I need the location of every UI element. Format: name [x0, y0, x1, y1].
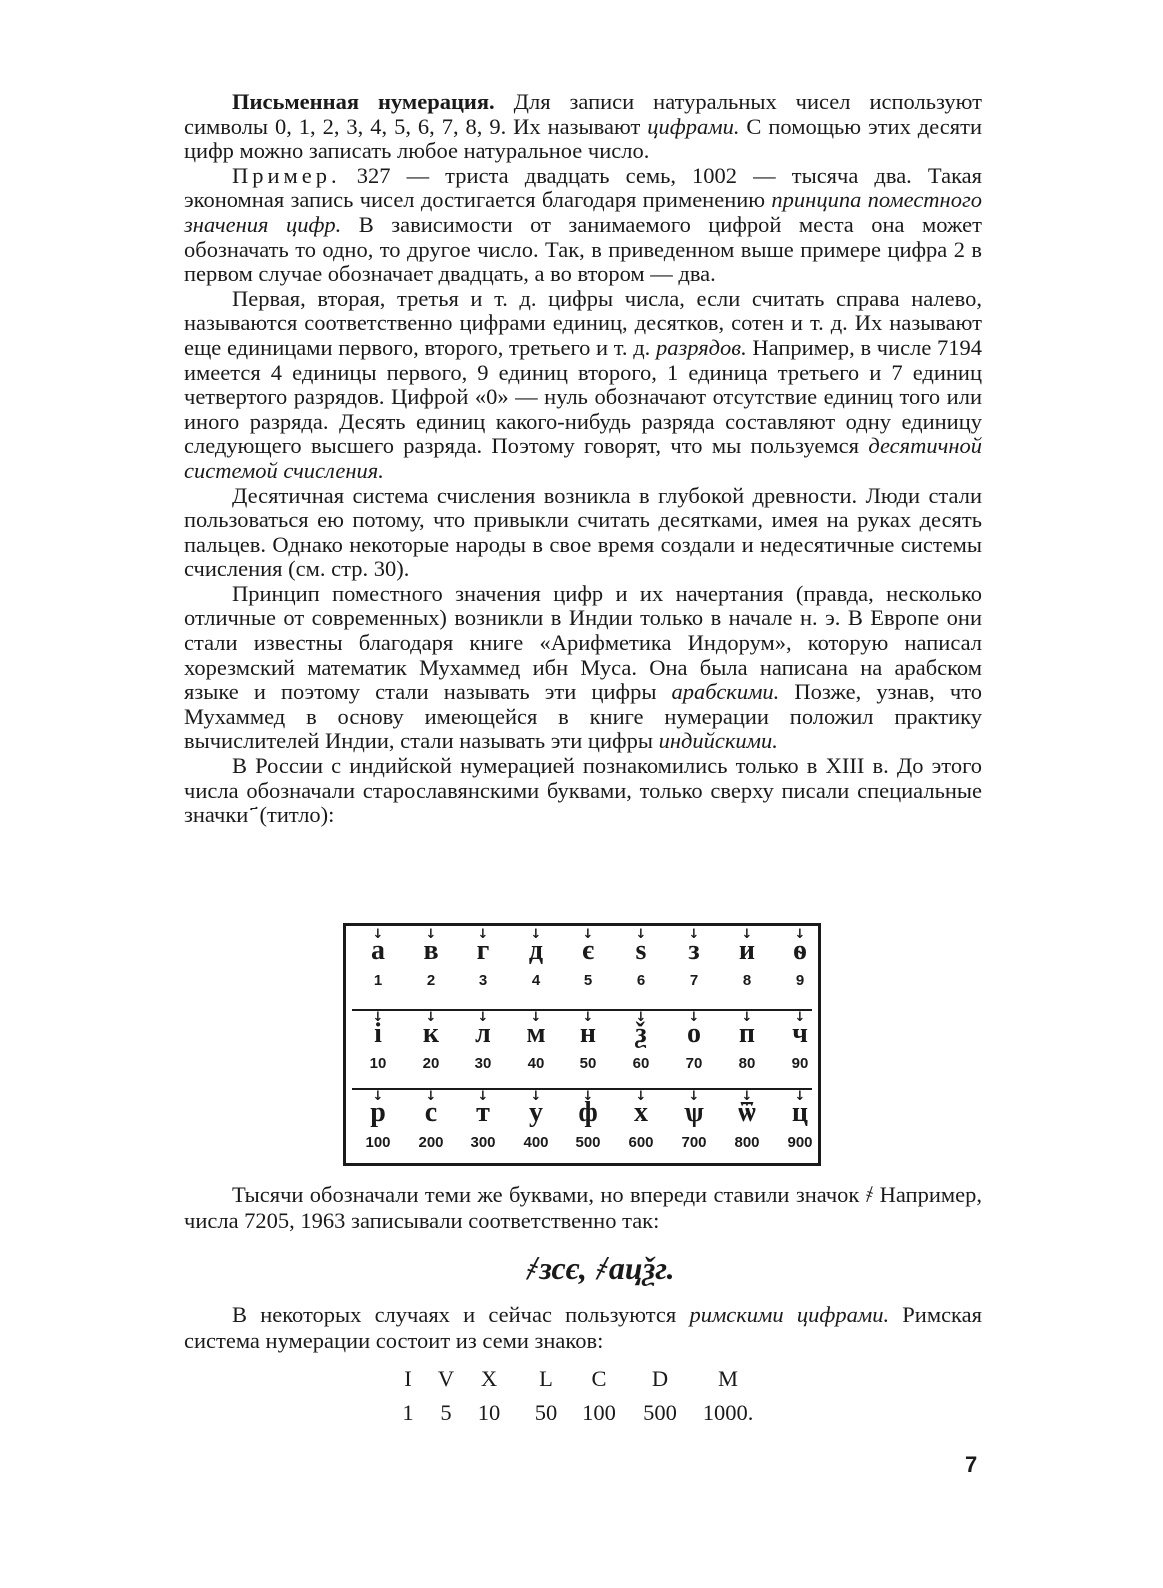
numeral-cell — [457, 1011, 509, 1073]
numeral-value: 8 — [742, 972, 752, 989]
numeral-value: 80 — [738, 1055, 756, 1072]
numeral-cell — [562, 928, 614, 990]
paragraph-6-run-0: В России с индийской нумерацией познакомились только в XIII в. До этого числа обозначали старославянскими буквами, только сверху писали специальные значки ҃ (титло): — [184, 753, 982, 828]
numeral-value: 800 — [734, 1134, 760, 1151]
numeral-cell — [405, 928, 457, 990]
numeral-letter: ↓ ц — [774, 1098, 826, 1128]
numeral-cell — [774, 1011, 826, 1073]
numeral-value: 4 — [531, 972, 541, 989]
paragraph-2 — [184, 164, 982, 287]
numeral-letter: ↓ в — [405, 936, 457, 966]
numeral-letter: ↓ ѯ — [615, 1019, 667, 1049]
numeral-cell — [721, 928, 773, 990]
paragraph-5-run-0: Принцип поместного значения цифр и их начертания (правда, несколько отличные от современных) возникли в Индии только в начале н. э. В Европе они стали известны благодаря книге «Арифметика Индорум», которую написал хорезмский математик Мухаммед ибн Муса. Она была написана на арабском языке и поэтому стали называть эти цифры — [184, 580, 982, 705]
paragraph-2-run-3: В зависимости от занимаемого цифрой места она может обозначать то одно, то другое число. Так, в приведенном выше примере цифра 2 в первом случае обозначает двадцать, а во втором — два. — [184, 211, 982, 287]
paragraph-1-run-2: цифрами. — [647, 113, 740, 139]
numeral-cell — [774, 928, 826, 990]
numeral-cell — [774, 1090, 826, 1152]
numeral-letter: ↓ ѿ — [721, 1098, 773, 1128]
paragraph-3-run-2: Например, в числе 7194 имеется 4 единицы первого, 9 единиц второго, 1 единица третьего и 7 единиц четвертого разрядов. Цифрой «0» — нуль обозначают отсутствие единиц того или иного разряда. Десять единиц какого-нибудь разряда составляют одну единицу следующего высшего разряда. Поэтому говорят, что мы пользуемся — [184, 334, 982, 459]
roman-letter: D — [651, 1366, 669, 1391]
numeral-cell — [510, 1090, 562, 1152]
numeral-letter: ↓ ф — [562, 1098, 614, 1128]
paragraph-5-run-3: индийскими. — [658, 728, 778, 754]
numeral-value: 900 — [787, 1134, 813, 1151]
roman-intro-run-2: Римская система нумерации состоит из семи знаков: — [184, 1302, 982, 1353]
paragraph-3-run-0: Первая, вторая, третья и т. д. цифры числа, если считать справа налево, называются соответственно цифрами единиц, десятков, сотен и т. д. Их называют еще единицами первого, второго, третьего и т. д. — [184, 285, 982, 360]
numeral-cell — [615, 1090, 667, 1152]
page-number: 7 — [965, 1452, 978, 1477]
paragraph-1-run-0: Письменная нумерация. — [232, 89, 495, 114]
roman-value: 1000. — [702, 1400, 754, 1425]
numeral-cell — [352, 1090, 404, 1152]
numeral-value: 30 — [474, 1055, 492, 1072]
numeral-cell — [668, 1011, 720, 1073]
numeral-letter: ↓ ѳ — [774, 936, 826, 966]
numeral-cell — [457, 928, 509, 990]
numeral-cell — [405, 1011, 457, 1073]
numeral-cell — [405, 1090, 457, 1152]
numeral-value: 60 — [632, 1055, 650, 1072]
numeral-value: 2 — [426, 972, 436, 989]
old-numbers-example: ҂зсє, ҂ацѯг. — [525, 1250, 675, 1286]
numeral-letter: ↓ и — [721, 936, 773, 966]
numeral-cell — [352, 928, 404, 990]
thousands-note — [184, 1182, 982, 1234]
numeral-cell — [615, 928, 667, 990]
roman-letter: L — [539, 1366, 553, 1391]
numeral-cell — [721, 1090, 773, 1152]
numeral-cell — [668, 928, 720, 990]
paragraph-4-run-0: Десятичная система счисления возникла в глубокой древности. Люди стали пользоваться ею потому, что привыкли считать десятками, имея на руках десять пальцев. Однако некоторые народы в свое время создали и недесятичные системы счисления (см. стр. 30). — [184, 482, 982, 582]
numeral-cell — [457, 1090, 509, 1152]
paragraph-1 — [184, 90, 982, 164]
roman-letters-row — [388, 1364, 788, 1394]
roman-value: 1 — [402, 1400, 414, 1425]
numeral-cell — [510, 928, 562, 990]
roman-intro-run-1: римскими цифрами. — [689, 1302, 890, 1327]
numeral-value: 500 — [575, 1134, 601, 1151]
numeral-letter: ↓ і — [352, 1019, 404, 1049]
numeral-letter: ↓ у — [510, 1098, 562, 1128]
numeral-value: 3 — [478, 972, 488, 989]
numeral-letter: ↓ н — [562, 1019, 614, 1049]
numeral-row-2 — [352, 1009, 812, 1087]
numeral-value: 70 — [685, 1055, 703, 1072]
numeral-cell — [562, 1090, 614, 1152]
paragraph-5-run-1: арабскими. — [671, 679, 780, 705]
paragraph-3 — [184, 287, 982, 484]
numeral-letter: ↓ к — [405, 1019, 457, 1049]
numeral-value: 200 — [418, 1134, 444, 1151]
old-slavonic-numerals-table — [343, 923, 821, 1166]
numeral-letter: ↓ ѕ — [615, 936, 667, 966]
numeral-letter: ↓ д — [510, 936, 562, 966]
roman-letter: X — [480, 1366, 498, 1391]
numeral-row-3 — [352, 1088, 812, 1166]
numeral-cell — [668, 1090, 720, 1152]
paragraph-1-run-1: Для записи натуральных чисел используют символы 0, 1, 2, 3, 4, 5, 6, 7, 8, 9. Их называют — [184, 89, 982, 139]
thousands-paragraph: Тысячи обозначали теми же буквами, но впереди ставили значок ҂ Например, числа 7205, 1963 записывали соответственно так: — [184, 1182, 982, 1233]
numeral-value: 1 — [373, 972, 383, 989]
paragraph-2-run-2: принципа поместного значения цифр. — [184, 187, 982, 237]
numeral-value: 100 — [365, 1134, 391, 1151]
numeral-value: 6 — [636, 972, 646, 989]
page-body — [184, 90, 982, 828]
roman-letter: V — [437, 1366, 455, 1391]
roman-values-row — [388, 1398, 788, 1428]
numeral-letter: ↓ ѱ — [668, 1098, 720, 1128]
numeral-row-1 — [352, 928, 812, 1004]
numeral-letter: ↓ а — [352, 936, 404, 966]
numeral-letter: ↓ х — [615, 1098, 667, 1128]
roman-letter: C — [591, 1366, 607, 1391]
numeral-value: 20 — [422, 1055, 440, 1072]
roman-letter: I — [404, 1366, 412, 1391]
numeral-letter: ↓ о — [668, 1019, 720, 1049]
paragraph-5-run-2: Позже, узнав, что Мухаммед в основу имеющейся в книге нумерации положил практику вычислителей Индии, стали называть эти цифры — [184, 679, 982, 754]
numeral-value: 10 — [369, 1055, 387, 1072]
roman-letter: M — [717, 1366, 739, 1391]
roman-value: 100 — [582, 1400, 616, 1425]
numeral-letter: ↓ г — [457, 936, 509, 966]
roman-intro — [184, 1302, 982, 1354]
numeral-value: 90 — [791, 1055, 809, 1072]
numeral-cell — [510, 1011, 562, 1073]
numeral-letter: ↓ з — [668, 936, 720, 966]
paragraph-2-run-1: 327 — триста двадцать семь, 1002 — тысяча два. Такая экономная запись чисел достигается благодаря применению — [184, 162, 982, 213]
numeral-letter: ↓ м — [510, 1019, 562, 1049]
numeral-value: 5 — [583, 972, 593, 989]
numeral-value: 600 — [628, 1134, 654, 1151]
numeral-value: 7 — [689, 972, 699, 989]
numeral-value: 50 — [579, 1055, 597, 1072]
roman-intro-paragraph — [184, 1302, 982, 1354]
paragraph-2-run-0: Пример. — [232, 162, 341, 188]
numeral-value: 300 — [470, 1134, 496, 1151]
numeral-letter: ↓ л — [457, 1019, 509, 1049]
paragraph-3-run-1: разрядов. — [655, 334, 747, 360]
numeral-value: 700 — [681, 1134, 707, 1151]
numeral-letter: ↓ ч — [774, 1019, 826, 1049]
numeral-letter: ↓ р — [352, 1098, 404, 1128]
numeral-value: 40 — [527, 1055, 545, 1072]
numeral-cell — [562, 1011, 614, 1073]
paragraph-4 — [184, 484, 982, 582]
roman-value: 5 — [440, 1400, 452, 1425]
numeral-letter: ↓ с — [405, 1098, 457, 1128]
roman-value: 50 — [534, 1400, 558, 1425]
paragraph-3-run-3: десятичной системой счисления. — [184, 433, 982, 483]
paragraph-6 — [184, 754, 982, 828]
numeral-value: 400 — [523, 1134, 549, 1151]
numeral-cell — [615, 1011, 667, 1073]
numeral-cell — [352, 1011, 404, 1073]
numeral-letter: ↓ п — [721, 1019, 773, 1049]
roman-intro-run-0: В некоторых случаях и сейчас пользуются — [232, 1302, 690, 1327]
roman-value: 10 — [477, 1400, 501, 1425]
numeral-value: 9 — [795, 972, 805, 989]
paragraph-5 — [184, 582, 982, 754]
roman-value: 500 — [643, 1400, 677, 1425]
numeral-letter: ↓ т — [457, 1098, 509, 1128]
numeral-letter: ↓ є — [562, 936, 614, 966]
paragraph-1-run-3: С помощью этих десяти цифр можно записать любое натуральное число. — [184, 113, 982, 164]
numeral-cell — [721, 1011, 773, 1073]
